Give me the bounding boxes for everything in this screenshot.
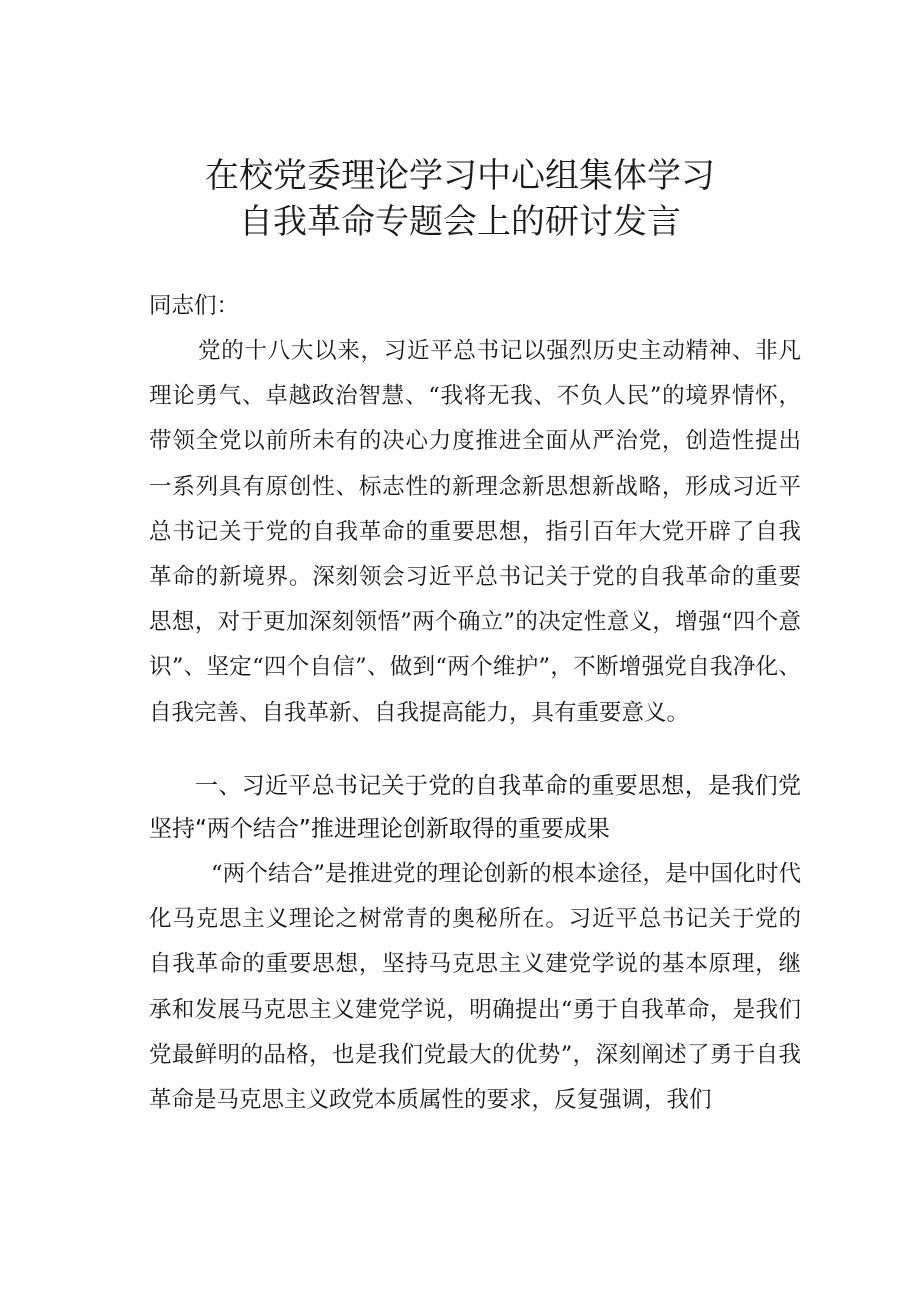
section-heading-1: 一、习近平总书记关于党的自我革命的重要思想，是我们党坚持“两个结合”推进理论创新取得的重要成果 bbox=[149, 773, 801, 842]
document-title-line-1: 在校党委理论学习中心组集体学习 bbox=[205, 156, 715, 196]
body-paragraph-2: “两个结合”是推进党的理论创新的根本途径，是中国化时代化马克思主义理论之树常青的奥秘所在。习近平总书记关于党的自我革命的重要思想，坚持马克思主义建党学说的基本原理，继承和发展马克思主义建党学说，明确提出“勇于自我革命，是我们党最鲜明的品格，也是我们党最大的优势”，深刻阐述了勇于自我革命是马克思主义政党本质属性的要求，反复强调，我们 bbox=[149, 861, 801, 1114]
document-title-line-2: 自我革命专题会上的研讨发言 bbox=[239, 202, 681, 242]
body-paragraph-1: 党的十八大以来，习近平总书记以强烈历史主动精神、非凡理论勇气、卓越政治智慧、“我将无我、不负人民”的境界情怀，带领全党以前所未有的决心力度推进全面从严治党，创造性提出一系列具有原创性、标志性的新理念新思想新战略，形成习近平总书记关于党的自我革命的重要思想，指引百年大党开辟了自我革命的新境界。深刻领会习近平总书记关于党的自我革命的重要思想，对于更加深刻领悟”两个确立”的决定性意义，增强“四个意识”、坚定“四个自信”、做到“两个维护”，不断增强党自我净化、自我完善、自我革新、自我提高能力，具有重要意义。 bbox=[149, 338, 801, 726]
salutation: 同志们： bbox=[149, 293, 240, 319]
